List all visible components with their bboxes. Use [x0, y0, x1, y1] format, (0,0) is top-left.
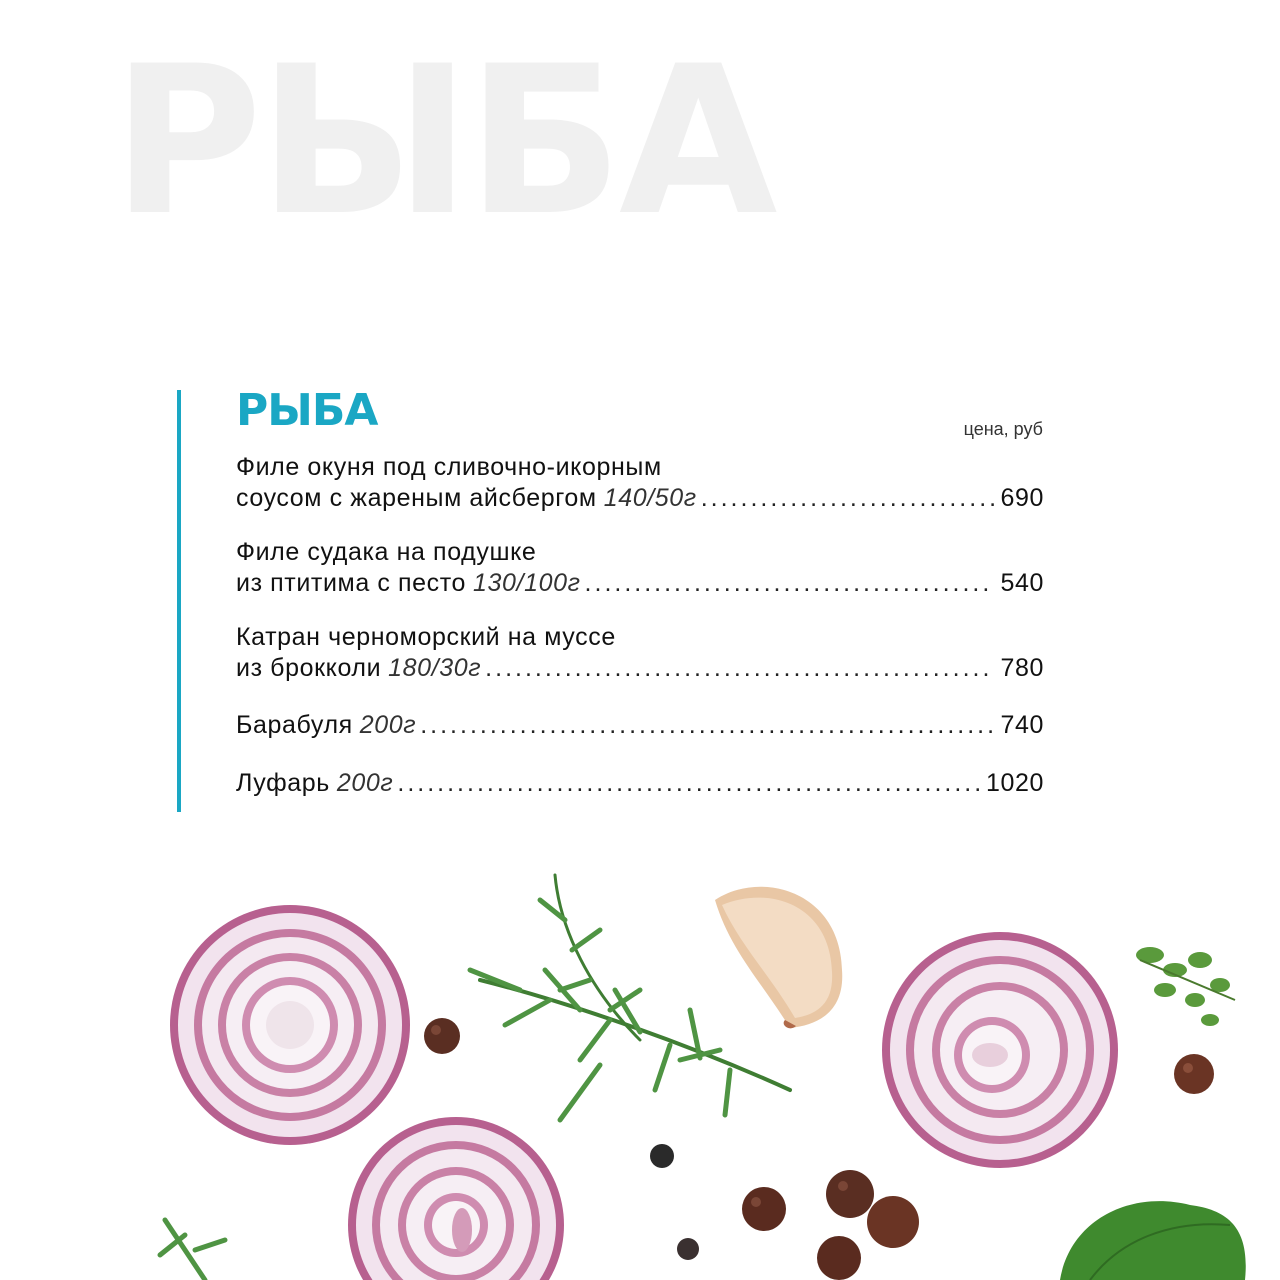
item-weight: 200г	[359, 711, 417, 739]
item-name: Филе окуня под сливочно-икорным	[236, 453, 662, 481]
dot-leader	[397, 768, 980, 799]
onion-slice-left	[170, 905, 410, 1145]
item-name: Катран черноморский на муссе	[236, 623, 616, 651]
item-price: 1020	[985, 769, 1044, 797]
item-name: из брокколи	[236, 654, 382, 682]
item-name: Луфарь	[236, 769, 330, 797]
onion-slice-bottom	[348, 1117, 564, 1280]
item-weight: 200г	[336, 769, 394, 797]
rosemary-bottom-left	[160, 1220, 225, 1280]
item-name: Филе судака на подушке	[236, 538, 537, 566]
item-price: 690	[1000, 484, 1044, 512]
garlic-clove	[715, 887, 842, 1029]
parsley-leaf	[1060, 1201, 1246, 1280]
item-price: 540	[1000, 569, 1044, 597]
item-price: 780	[1000, 654, 1044, 682]
item-name: соусом с жареным айсбергом	[236, 484, 597, 512]
thyme-sprig	[1136, 947, 1235, 1026]
vegetables-illustration	[0, 860, 1280, 1280]
item-price: 740	[1000, 711, 1044, 739]
background-heading: РЫБА	[112, 23, 774, 261]
dot-leader	[420, 710, 994, 741]
dot-leader	[701, 483, 995, 514]
item-weight: 140/50г	[603, 484, 697, 512]
dot-leader	[585, 568, 995, 599]
menu-item	[236, 768, 1044, 799]
accent-bar	[177, 390, 181, 812]
menu-item	[236, 622, 1044, 684]
onion-slice-right	[882, 932, 1118, 1168]
item-name: из птитима с песто	[236, 569, 467, 597]
section-title: РЫБА	[236, 385, 378, 436]
item-name: Барабуля	[236, 711, 353, 739]
price-note: цена, руб	[963, 419, 1043, 439]
menu-item	[236, 537, 1044, 599]
item-weight: 130/100г	[473, 569, 581, 597]
dot-leader	[485, 653, 994, 684]
menu-item	[236, 452, 1044, 514]
menu-item	[236, 710, 1044, 741]
item-weight: 180/30г	[388, 654, 482, 682]
